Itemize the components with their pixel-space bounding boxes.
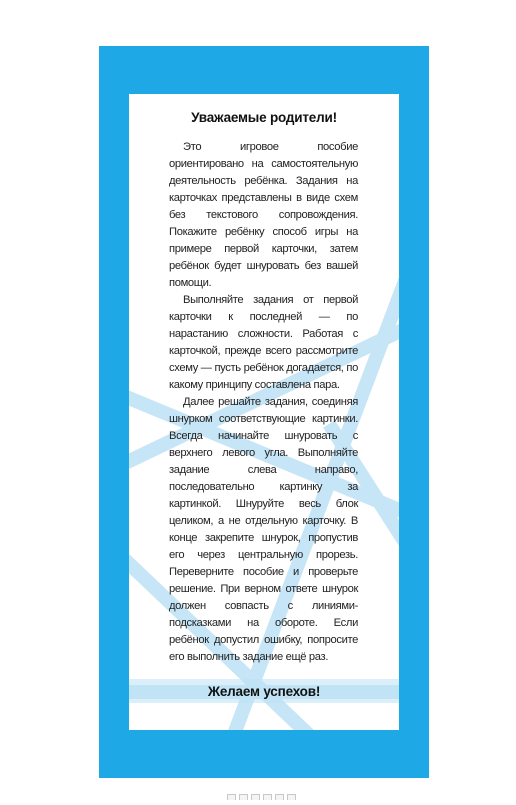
paragraph: Это игровое пособие ориентировано на самостоятельную деятельность ребёнка. Задания на карточках представлены в виде схем без текстового сопровождения. Покажите ребёнку способ игры на примере первой карточки, затем ребёнок будет шнуровать без вашей помощи. [169,141,358,289]
instruction-card [99,46,429,778]
instructions-text [169,139,358,666]
thumbnail-tab[interactable] [251,794,260,800]
content [129,94,399,730]
page-title: Уважаемые родители! [191,110,337,125]
text-panel [129,94,399,730]
page-thumbnails [227,787,299,796]
closing-text: Желаем успехов! [207,684,321,699]
thumbnail-tab[interactable] [227,794,236,800]
thumbnail-tab[interactable] [287,794,296,800]
paragraph: Выполняйте задания от первой карточки к последней — по нарастанию сложности. Работая с карточкой, прежде всего рассмотрите схему — пусть ребёнок догадается, по какому принципу составлена пара. [169,294,358,391]
thumbnail-tab[interactable] [263,794,272,800]
thumbnail-tab[interactable] [239,794,248,800]
thumbnail-tab[interactable] [275,794,284,800]
paragraph: Далее решайте задания, соединяя шнурком соответствующие картинки. Всегда начинайте шнуровать с верхнего левого угла. Выполняйте задание слева направо, последовательно картинку за картинкой. Шнуруйте весь блок целиком, а не отдельную карточку. В конце закрепите шнурок, пропустив его через центральную прорезь. Переверните пособие и проверьте решение. При верном ответе шнурок должен совпасть с линиями-подсказками на обороте. Если ребёнок допустил ошибку, попросите его выполнить задание ещё раз. [169,396,358,663]
